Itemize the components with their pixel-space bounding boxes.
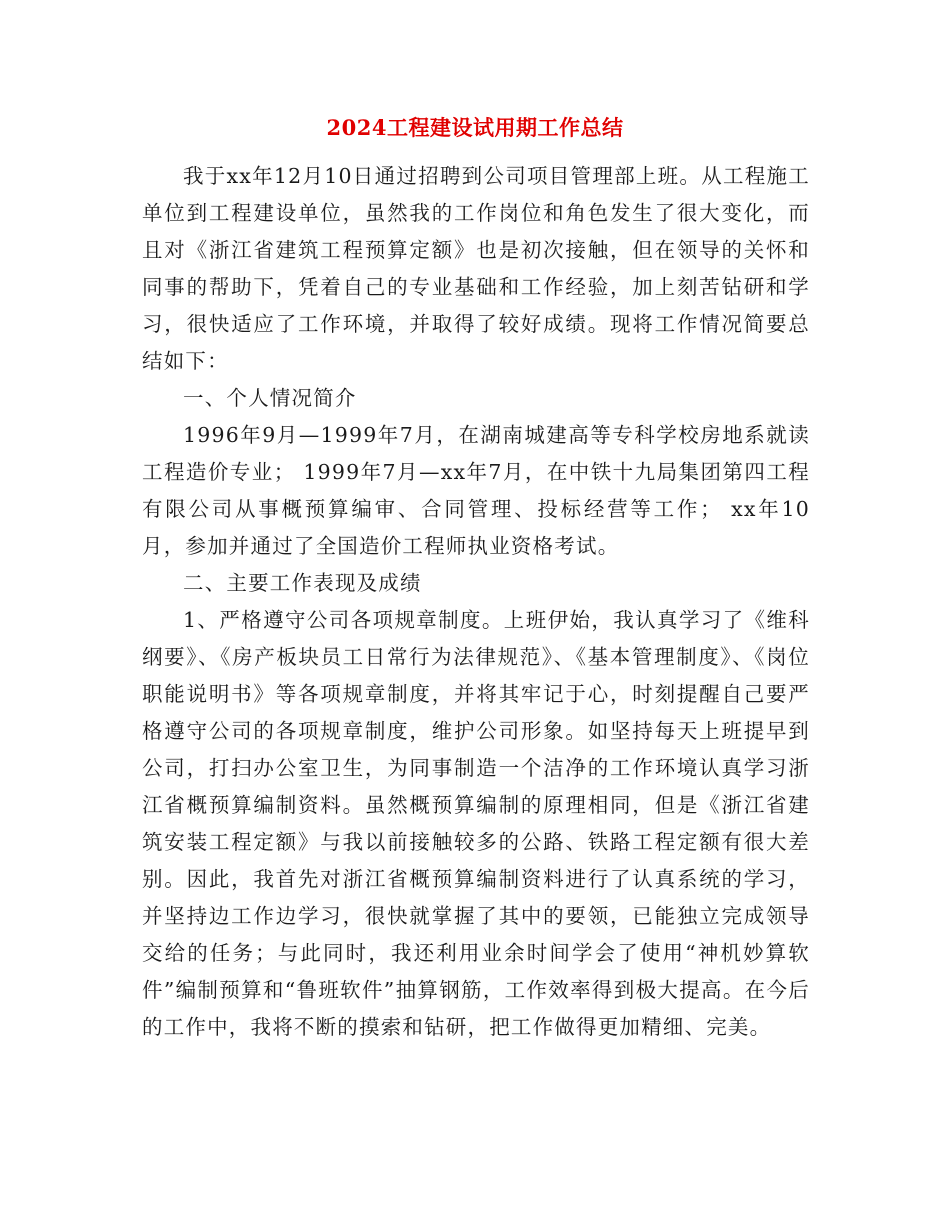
document-body [142, 158, 810, 1046]
document-title: 2024工程建设试用期工作总结 [326, 115, 624, 140]
section-heading-personal: 一、个人情况简介 [183, 386, 357, 410]
work-paragraph: 1、严格遵守公司各项规章制度。上班伊始，我认真学习了《维科纲要》、《房产板块员工日常行为法律规范》、《基本管理制度》、《岗位职能说明书》等各项规章制度，并将其牢记于心，时刻提醒自己要严格遵守公司的各项规章制度，维护公司形象。如坚持每天上班提早到公司，打扫办公室卫生，为同事制造一个洁净的工作环境认真学习浙江省概预算编制资料。虽然概预算编制的原理相同，但是《浙江省建筑安装工程定额》与我以前接触较多的公路、铁路工程定额有很大差别。因此，我首先对浙江省概预算编制资料进行了认真系统的学习，并坚持边工作边学习，很快就掌握了其中的要领，已能独立完成领导交给的任务；与此同时，我还利用业余时间学会了使用“神机妙算软件”编制预算和“鲁班软件”抽算钢筋，工作效率得到极大提高。在今后的工作中，我将不断的摸索和钻研，把工作做得更加精细、完美。 [142, 608, 810, 1039]
section-heading-work: 二、主要工作表现及成绩 [183, 571, 422, 595]
personal-paragraph: 1996年9月—1999年7月，在湖南城建高等专科学校房地系就读工程造价专业； 1999年7月—xx年7月，在中铁十九局集团第四工程有限公司从事概预算编审、合同管理、投标经营等工作； xx年10月，参加并通过了全国造价工程师执业资格考试。 [142, 423, 810, 558]
intro-paragraph: 我于xx年12月10日通过招聘到公司项目管理部上班。从工程施工单位到工程建设单位，虽然我的工作岗位和角色发生了很大变化，而且对《浙江省建筑工程预算定额》也是初次接触，但在领导的关怀和同事的帮助下，凭着自己的专业基础和工作经验，加上刻苦钻研和学习，很快适应了工作环境，并取得了较好成绩。现将工作情况简要总结如下： [142, 164, 810, 373]
